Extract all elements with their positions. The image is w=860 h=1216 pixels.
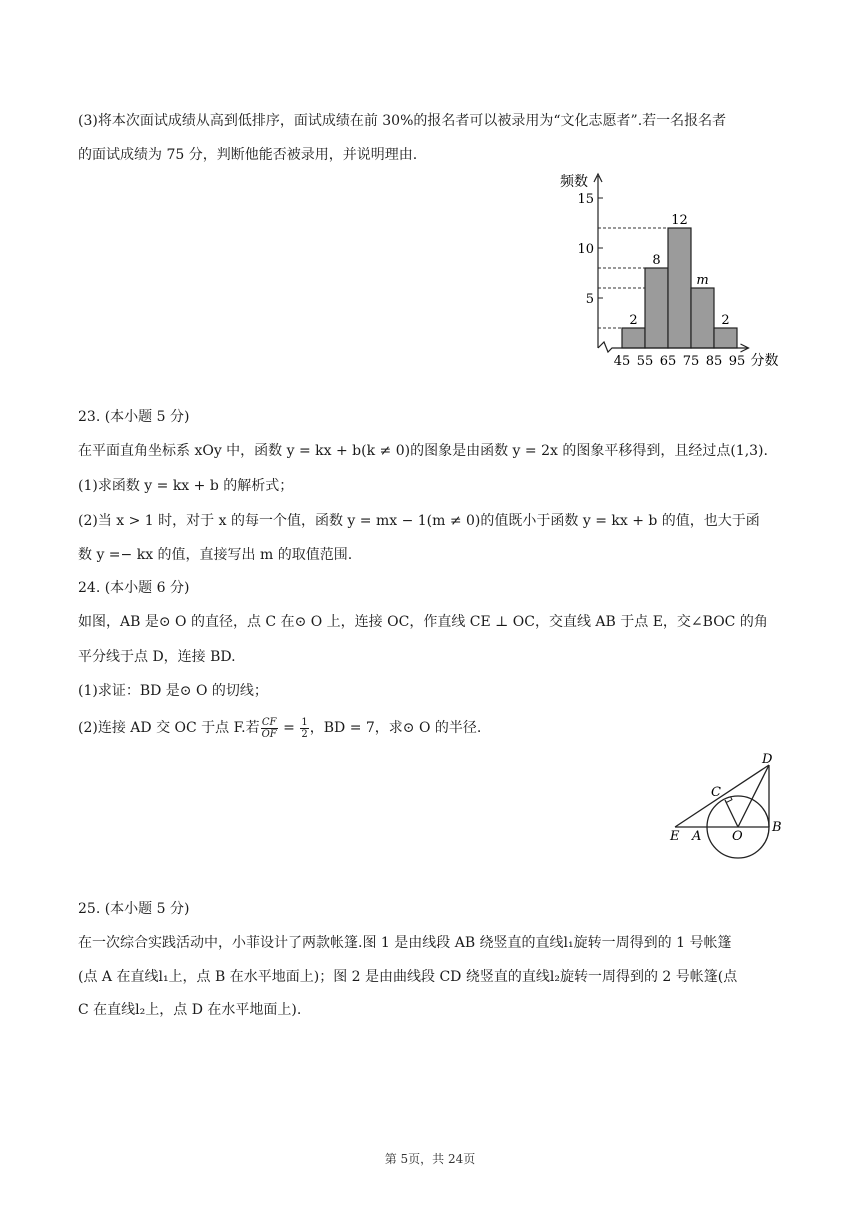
bar-value-label: 2 <box>721 313 730 328</box>
q25-line1: 在一次综合实践活动中，小菲设计了两款帐篷.图 1 是由线段 AB 绕竖直的直线l₁旋转一周得到的 1 号帐篷 <box>78 935 732 951</box>
label-d: D <box>762 752 773 767</box>
x-tick-label: 75 <box>682 354 700 369</box>
y-tick-label: 5 <box>585 292 594 307</box>
histogram-bar <box>668 228 691 348</box>
bar-value-label: 8 <box>652 253 661 268</box>
q24-line4 <box>78 716 481 740</box>
label-b: B <box>772 820 782 835</box>
label-a: A <box>692 829 702 844</box>
q23-header: 23. (本小题 5 分) <box>78 409 190 425</box>
y-tick-label: 10 <box>577 242 594 257</box>
histogram-bar <box>645 268 668 348</box>
q24-line4-post: ，BD = 7，求⊙ O 的半径. <box>309 720 482 736</box>
label-e: E <box>670 829 680 844</box>
q23-line4: 数 y =− kx 的值，直接写出 m 的取值范围. <box>78 547 353 563</box>
fraction-numerator: CF <box>261 716 277 728</box>
frequency-histogram <box>550 168 790 373</box>
half-denominator: 2 <box>301 728 308 740</box>
q23-line2: (1)求函数 y = kx + b 的解析式； <box>78 478 294 494</box>
bar-value-label: m <box>696 273 709 288</box>
q24-line1: 如图，AB 是⊙ O 的直径，点 C 在⊙ O 上，连接 OC，作直线 CE ⊥ OC，交直线 AB 于点 E，交∠BOC 的角 <box>78 614 768 630</box>
q24-line2: 平分线于点 D，连接 BD. <box>78 649 236 665</box>
q23-line3: (2)当 x > 1 时，对于 x 的每一个值，函数 y = mx − 1(m ≠ 0)的值既小于函数 y = kx + b 的值，也大于函 <box>78 513 760 529</box>
q22-part3-line1: (3)将本次面试成绩从高到低排序，面试成绩在前 30%的报名者可以被录用为“文化志愿者”.若一名报名者 <box>78 113 727 129</box>
q25-line3: C 在直线l₂上，点 D 在水平地面上). <box>78 1002 302 1018</box>
histogram-bar <box>622 328 645 348</box>
segment-o-c <box>725 800 738 827</box>
y-axis-label: 频数 <box>560 174 588 190</box>
q24-line4-pre: (2)连接 AD 交 OC 于点 F.若 <box>78 720 260 736</box>
q24-header: 24. (本小题 6 分) <box>78 580 190 596</box>
equals-sign: = <box>278 720 300 736</box>
page-footer: 第 5页，共 24页 <box>384 1152 476 1166</box>
x-tick-label: 95 <box>728 354 746 369</box>
label-c: C <box>711 785 721 800</box>
fraction-denominator: OF <box>261 728 277 740</box>
half-numerator: 1 <box>301 716 308 728</box>
x-tick-label: 45 <box>613 354 631 369</box>
x-tick-label: 85 <box>705 354 723 369</box>
q23-line1: 在平面直角坐标系 xOy 中，函数 y = kx + b(k ≠ 0)的图象是由函数 y = 2x 的图象平移得到，且经过点(1,3). <box>78 443 768 459</box>
q25-header: 25. (本小题 5 分) <box>78 901 190 917</box>
line-e-d <box>675 765 769 827</box>
x-tick-label: 65 <box>659 354 677 369</box>
histogram-bar <box>691 288 714 348</box>
fraction-one-half <box>300 717 308 740</box>
histogram-bar <box>714 328 737 348</box>
bar-value-label: 12 <box>671 213 688 228</box>
x-tick-label: 55 <box>636 354 654 369</box>
q24-line3: (1)求证：BD 是⊙ O 的切线； <box>78 683 268 699</box>
circle-tangent-figure <box>665 750 790 862</box>
q25-line2: (点 A 在直线l₁上，点 B 在水平地面上)；图 2 是由曲线段 CD 绕竖直的直线l₂旋转一周得到的 2 号帐篷(点 <box>78 969 738 985</box>
bar-value-label: 2 <box>629 313 638 328</box>
x-axis-label: 分数 <box>750 353 779 369</box>
label-o: O <box>732 829 743 844</box>
q22-part3-line2: 的面试成绩为 75 分，判断他能否被录用，并说明理由. <box>78 147 418 163</box>
fraction-cf-of <box>261 717 278 740</box>
y-tick-label: 15 <box>577 192 594 207</box>
